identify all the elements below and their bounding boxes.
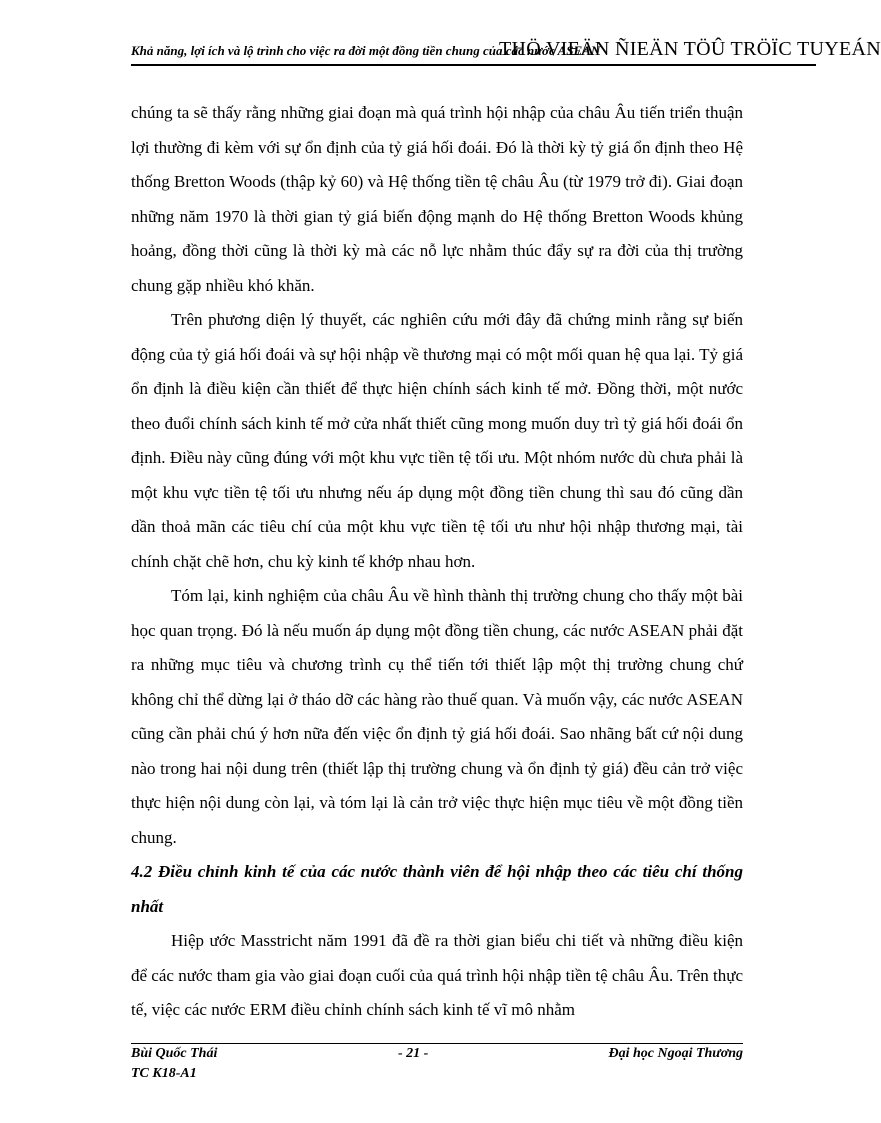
paragraph-3: Tóm lại, kinh nghiệm của châu Âu về hình thành thị trường chung cho thấy một bài học quan trọng. Đó là nếu muốn áp dụng một đồng tiền chung, các nước ASEAN phải đặt ra những mục tiêu và chương trình cụ thể tiến tới thiết lập một thị trường chung chứ không chỉ thể dừng lại ở tháo dỡ các hàng rào thuế quan. Và muốn vậy, các nước ASEAN cũng cần phải chú ý hơn nữa đến việc ổn định tỷ giá hối đoái. Sao nhãng bất cứ nội dung nào trong hai nội dung trên (thiết lập thị trường chung và ổn định tỷ giá) đều cản trở việc thực hiện nội dung còn lại, và tóm lại là cản trở việc thực hiện mục tiêu về một đồng tiền chung. [131, 586, 743, 847]
footer-school: Đại học Ngoại Thương [608, 1046, 743, 1061]
page-body [131, 96, 743, 1028]
page-header [131, 32, 881, 66]
library-watermark: THÖ VIEÄN ÑIEÄN TÖÛ TRÖÏC TUYEÁN [499, 38, 881, 60]
footer-author: Bùi Quốc Thái [131, 1046, 218, 1061]
section-heading: 4.2 Điều chỉnh kinh tế của các nước thành viên để hội nhập theo các tiêu chí thống nhất [131, 862, 743, 916]
running-header-title: Khả năng, lợi ích và lộ trình cho việc ra đời một đồng tiền chung của các nước ASEAN [131, 43, 601, 58]
footer-class: TC K18-A1 [131, 1066, 197, 1081]
paragraph-2: Trên phương diện lý thuyết, các nghiên cứu mới đây đã chứng minh rằng sự biến động của tỷ giá hối đoái và sự hội nhập về thương mại có một mối quan hệ qua lại. Tỷ giá ổn định là điều kiện cần thiết để thực hiện chính sách kinh tế mở. Đồng thời, một nước theo đuổi chính sách kinh tế mở cửa nhất thiết cũng mong muốn duy trì tỷ giá hối đoái ổn định. Điều này cũng đúng với một khu vực tiền tệ tối ưu. Một nhóm nước dù chưa phải là một khu vực tiền tệ tối ưu nhưng nếu áp dụng một đồng tiền chung thì sau đó cũng dần dần thoả mãn các tiêu chí của một khu vực tiền tệ tối ưu như hội nhập thương mại, tài chính chặt chẽ hơn, chu kỳ kinh tế khớp nhau hơn. [131, 310, 743, 571]
page-number: - 21 - [398, 1046, 429, 1061]
paragraph-1: chúng ta sẽ thấy rằng những giai đoạn mà quá trình hội nhập của châu Âu tiến triển thuận lợi thường đi kèm với sự ổn định của tỷ giá hối đoái. Đó là thời kỳ tỷ giá ổn định theo Hệ thống Bretton Woods (thập kỷ 60) và Hệ thống tiền tệ châu Âu (từ 1979 trở đi). Giai đoạn những năm 1970 là thời gian tỷ giá biến động mạnh do Hệ thống Bretton Woods khủng hoảng, đồng thời cũng là thời kỳ mà các nỗ lực nhằm thúc đẩy sự ra đời của thị trường chung gặp nhiều khó khăn. [131, 103, 743, 295]
footer-divider [131, 1043, 743, 1044]
section-paragraph: Hiệp ước Masstricht năm 1991 đã đề ra thời gian biểu chi tiết và những điều kiện để các nước tham gia vào giai đoạn cuối của quá trình hội nhập tiền tệ châu Âu. Trên thực tế, việc các nước ERM điều chỉnh chính sách kinh tế vĩ mô nhằm [131, 931, 743, 1019]
